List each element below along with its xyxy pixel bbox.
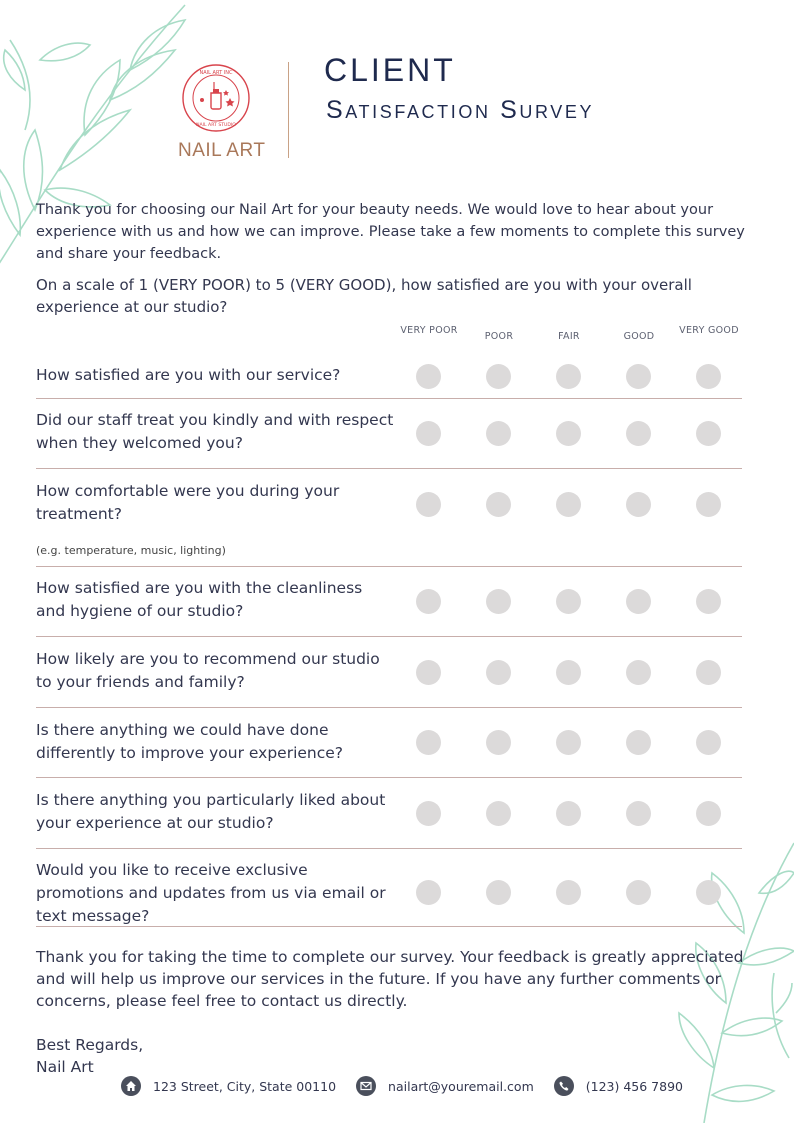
regards-block bbox=[36, 1034, 143, 1078]
title-line-2: Satisfaction Survey bbox=[326, 96, 595, 124]
intro-paragraph: Thank you for choosing our Nail Art for your beauty needs. We would love to hear about your experience with us and how we can improve. Please take a few moments to complete this survey and share your feedback. bbox=[36, 202, 745, 262]
contact-footer bbox=[121, 1075, 703, 1097]
rating-radio-good[interactable] bbox=[626, 801, 651, 826]
question-note: (e.g. temperature, music, lighting) bbox=[36, 544, 226, 557]
rating-radio-poor[interactable] bbox=[486, 364, 511, 389]
rating-radio-very-good[interactable] bbox=[696, 492, 721, 517]
svg-text:NAIL ART INC: NAIL ART INC bbox=[199, 70, 233, 76]
question-row bbox=[36, 480, 742, 567]
question-text: How satisfied are you with the cleanliness and hygiene of our studio? bbox=[36, 579, 363, 620]
question-text: Is there anything you particularly liked about your experience at our studio? bbox=[36, 791, 386, 832]
col-head-good: GOOD bbox=[623, 331, 655, 342]
svg-text:NAIL ART STUDIO: NAIL ART STUDIO bbox=[196, 123, 236, 128]
footer-phone[interactable]: (123) 456 7890 bbox=[585, 1078, 683, 1094]
rating-radio-poor[interactable] bbox=[486, 880, 511, 905]
closing-paragraph: Thank you for taking the time to complete our survey. Your feedback is greatly appreciated and will help us improve our services in the future. If you have any further comments or concerns, please feel free to contact us directly. bbox=[36, 948, 744, 1010]
rating-radio-very-good[interactable] bbox=[696, 730, 721, 755]
rating-radio-good[interactable] bbox=[626, 492, 651, 517]
row-divider bbox=[36, 707, 742, 708]
row-divider bbox=[36, 777, 742, 778]
rating-radio-poor[interactable] bbox=[486, 801, 511, 826]
row-divider bbox=[36, 468, 742, 469]
brand-name: NAIL ART bbox=[178, 140, 266, 161]
question-text: Is there anything we could have done differently to improve your experience? bbox=[36, 721, 344, 762]
rating-radio-good[interactable] bbox=[626, 730, 651, 755]
rating-radio-very-good[interactable] bbox=[696, 421, 721, 446]
signature-name: Nail Art bbox=[36, 1058, 94, 1076]
rating-radio-fair[interactable] bbox=[556, 421, 581, 446]
col-head-very-poor: VERY POOR bbox=[400, 325, 458, 336]
question-text: How satisfied are you with our service? bbox=[36, 366, 341, 384]
rating-radio-poor[interactable] bbox=[486, 589, 511, 614]
col-head-very-good: VERY GOOD bbox=[679, 325, 739, 336]
rating-radio-very-good[interactable] bbox=[696, 801, 721, 826]
footer-email[interactable]: nailart@youremail.com bbox=[388, 1078, 534, 1094]
row-divider bbox=[36, 848, 742, 849]
regards-line: Best Regards, bbox=[36, 1036, 144, 1054]
rating-radio-very-good[interactable] bbox=[696, 660, 721, 685]
question-row bbox=[36, 577, 742, 637]
phone-icon bbox=[554, 1076, 574, 1096]
footer-address: 123 Street, City, State 00110 bbox=[153, 1078, 337, 1094]
rating-radio-fair[interactable] bbox=[556, 730, 581, 755]
home-icon bbox=[121, 1076, 141, 1096]
question-text: How comfortable were you during your treatment? bbox=[36, 482, 340, 523]
rating-radio-very-poor[interactable] bbox=[416, 660, 441, 685]
rating-radio-poor[interactable] bbox=[486, 492, 511, 517]
rating-radio-very-poor[interactable] bbox=[416, 421, 441, 446]
question-row bbox=[36, 789, 742, 849]
question-text: How likely are you to recommend our studio to your friends and family? bbox=[36, 650, 380, 691]
row-divider bbox=[36, 398, 742, 399]
question-text: Would you like to receive exclusive promotions and updates from us via email or text message? bbox=[36, 861, 386, 925]
rating-radio-good[interactable] bbox=[626, 421, 651, 446]
rating-radio-fair[interactable] bbox=[556, 660, 581, 685]
rating-radio-fair[interactable] bbox=[556, 589, 581, 614]
question-row bbox=[36, 409, 742, 469]
brand-logo-seal bbox=[180, 62, 252, 134]
rating-radio-fair[interactable] bbox=[556, 492, 581, 517]
rating-radio-poor[interactable] bbox=[486, 730, 511, 755]
rating-radio-poor[interactable] bbox=[486, 421, 511, 446]
col-head-fair: FAIR bbox=[558, 331, 580, 342]
question-row bbox=[36, 648, 742, 708]
col-head-poor: POOR bbox=[484, 331, 514, 342]
rating-radio-very-poor[interactable] bbox=[416, 589, 441, 614]
mail-icon bbox=[356, 1076, 376, 1096]
rating-radio-good[interactable] bbox=[626, 880, 651, 905]
rating-radio-very-poor[interactable] bbox=[416, 492, 441, 517]
rating-radio-very-good[interactable] bbox=[696, 364, 721, 389]
question-text: Did our staff treat you kindly and with respect when they welcomed you? bbox=[36, 411, 394, 452]
rating-radio-good[interactable] bbox=[626, 364, 651, 389]
rating-radio-very-good[interactable] bbox=[696, 880, 721, 905]
rating-radio-very-poor[interactable] bbox=[416, 880, 441, 905]
row-divider bbox=[36, 926, 742, 927]
question-row bbox=[36, 719, 742, 778]
header-divider bbox=[288, 62, 289, 158]
title-line-1: CLIENT bbox=[324, 52, 456, 88]
rating-radio-very-good[interactable] bbox=[696, 589, 721, 614]
rating-radio-fair[interactable] bbox=[556, 801, 581, 826]
question-row bbox=[36, 364, 742, 399]
rating-radio-fair[interactable] bbox=[556, 364, 581, 389]
question-row bbox=[36, 859, 742, 927]
rating-radio-good[interactable] bbox=[626, 660, 651, 685]
rating-radio-very-poor[interactable] bbox=[416, 730, 441, 755]
rating-radio-good[interactable] bbox=[626, 589, 651, 614]
rating-radio-very-poor[interactable] bbox=[416, 364, 441, 389]
rating-radio-fair[interactable] bbox=[556, 880, 581, 905]
scale-question: On a scale of 1 (VERY POOR) to 5 (VERY GOOD), how satisfied are you with your overall experience at our studio? bbox=[36, 276, 692, 316]
row-divider bbox=[36, 566, 742, 567]
rating-radio-very-poor[interactable] bbox=[416, 801, 441, 826]
row-divider bbox=[36, 636, 742, 637]
rating-radio-poor[interactable] bbox=[486, 660, 511, 685]
